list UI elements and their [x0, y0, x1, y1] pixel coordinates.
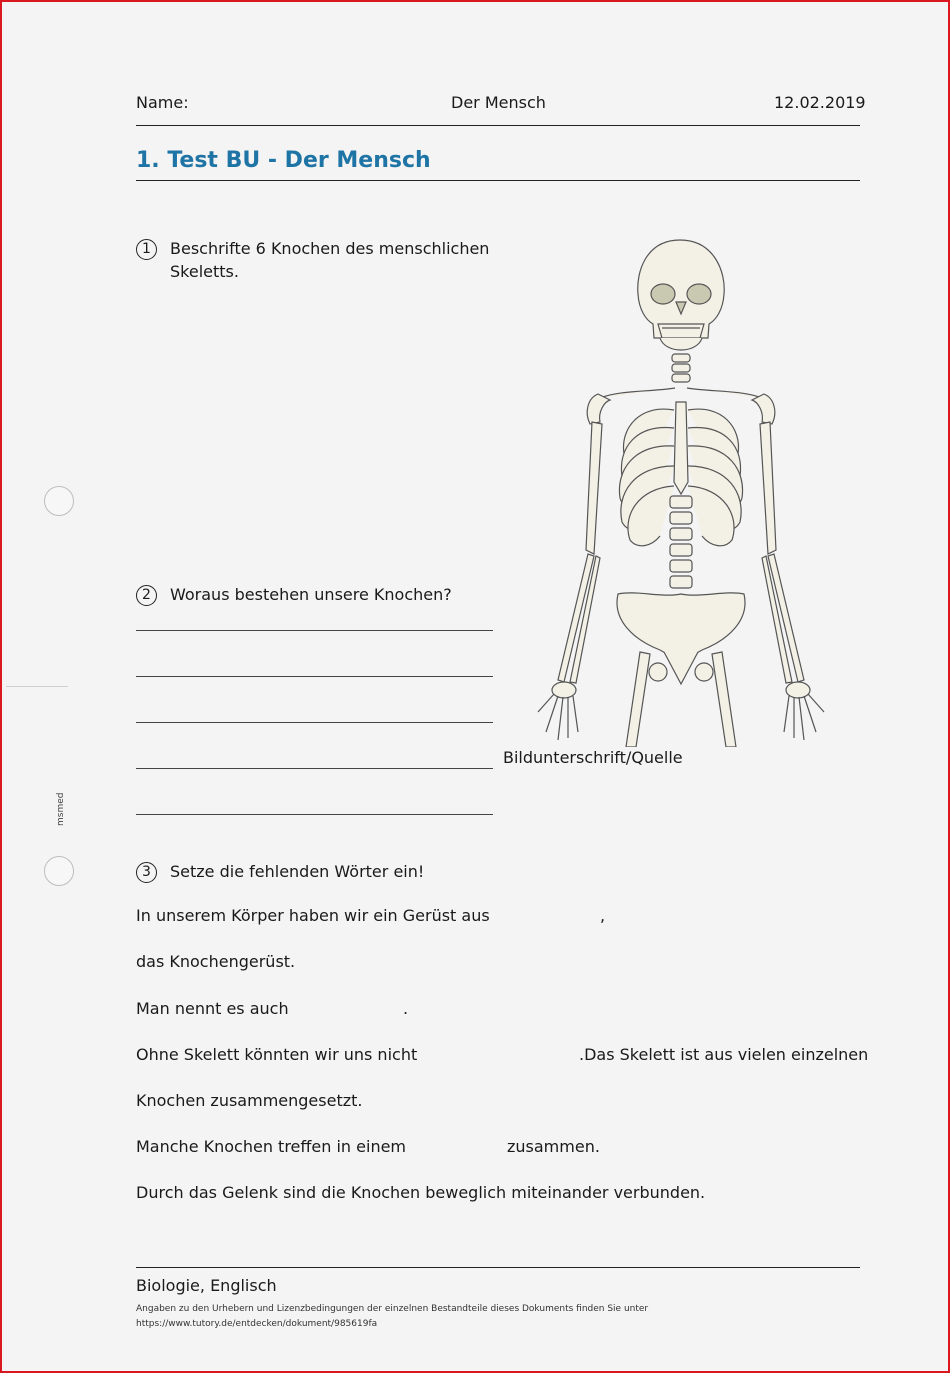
- footer-subjects: Biologie, Englisch: [136, 1276, 277, 1295]
- answer-line[interactable]: [136, 814, 493, 815]
- answer-line[interactable]: [136, 768, 493, 769]
- answer-line[interactable]: [136, 630, 493, 631]
- cloze-line-6b: zusammen.: [507, 1137, 600, 1156]
- footer-notice-line1: Angaben zu den Urhebern und Lizenzbedingungen der einzelnen Bestandteile dieses Dokuments finden Sie unter: [136, 1304, 649, 1314]
- footer-rule: [136, 1267, 860, 1268]
- cloze-line-7: Durch das Gelenk sind die Knochen beweglich miteinander verbunden.: [136, 1183, 706, 1202]
- fold-mark: [6, 686, 68, 687]
- task-3-number: 3: [136, 862, 157, 883]
- cloze-line-6a: Manche Knochen treffen in einem: [136, 1137, 407, 1156]
- header-date: 12.02.2019: [774, 93, 866, 112]
- punch-hole-top: [44, 486, 74, 516]
- answer-line[interactable]: [136, 676, 493, 677]
- task-3-text: Setze die fehlenden Wörter ein!: [170, 862, 425, 881]
- page-title: 1. Test BU - Der Mensch: [136, 148, 431, 173]
- footer-notice-link[interactable]: https://www.tutory.de/entdecken/dokument/985619fa: [136, 1319, 378, 1329]
- title-rule: [136, 180, 860, 181]
- cloze-line-1-comma: ,: [600, 906, 606, 925]
- side-label: msmed: [56, 792, 66, 826]
- cloze-line-2: das Knochengerüst.: [136, 952, 296, 971]
- cloze-line-3: Man nennt es auch: [136, 999, 289, 1018]
- header-topic: Der Mensch: [451, 93, 546, 112]
- cloze-line-1: In unserem Körper haben wir ein Gerüst aus: [136, 906, 490, 925]
- task-2-text: Woraus bestehen unsere Knochen?: [170, 585, 452, 604]
- header-rule: [136, 125, 860, 126]
- task-1-text-line1: Beschrifte 6 Knochen des menschlichen: [170, 239, 490, 258]
- task-2-number: 2: [136, 585, 157, 606]
- image-caption: Bildunterschrift/Quelle: [503, 748, 683, 767]
- answer-line[interactable]: [136, 722, 493, 723]
- cloze-line-3-dot: .: [403, 999, 409, 1018]
- cloze-line-5: Knochen zusammengesetzt.: [136, 1091, 363, 1110]
- cloze-line-4a: Ohne Skelett könnten wir uns nicht: [136, 1045, 418, 1064]
- task-1-text-line2: Skeletts.: [170, 262, 239, 281]
- task-1-number: 1: [136, 239, 157, 260]
- name-label: Name:: [136, 93, 189, 112]
- skeleton-image: [500, 232, 866, 747]
- punch-hole-bottom: [44, 856, 74, 886]
- cloze-line-4b: .Das Skelett ist aus vielen einzelnen: [579, 1045, 869, 1064]
